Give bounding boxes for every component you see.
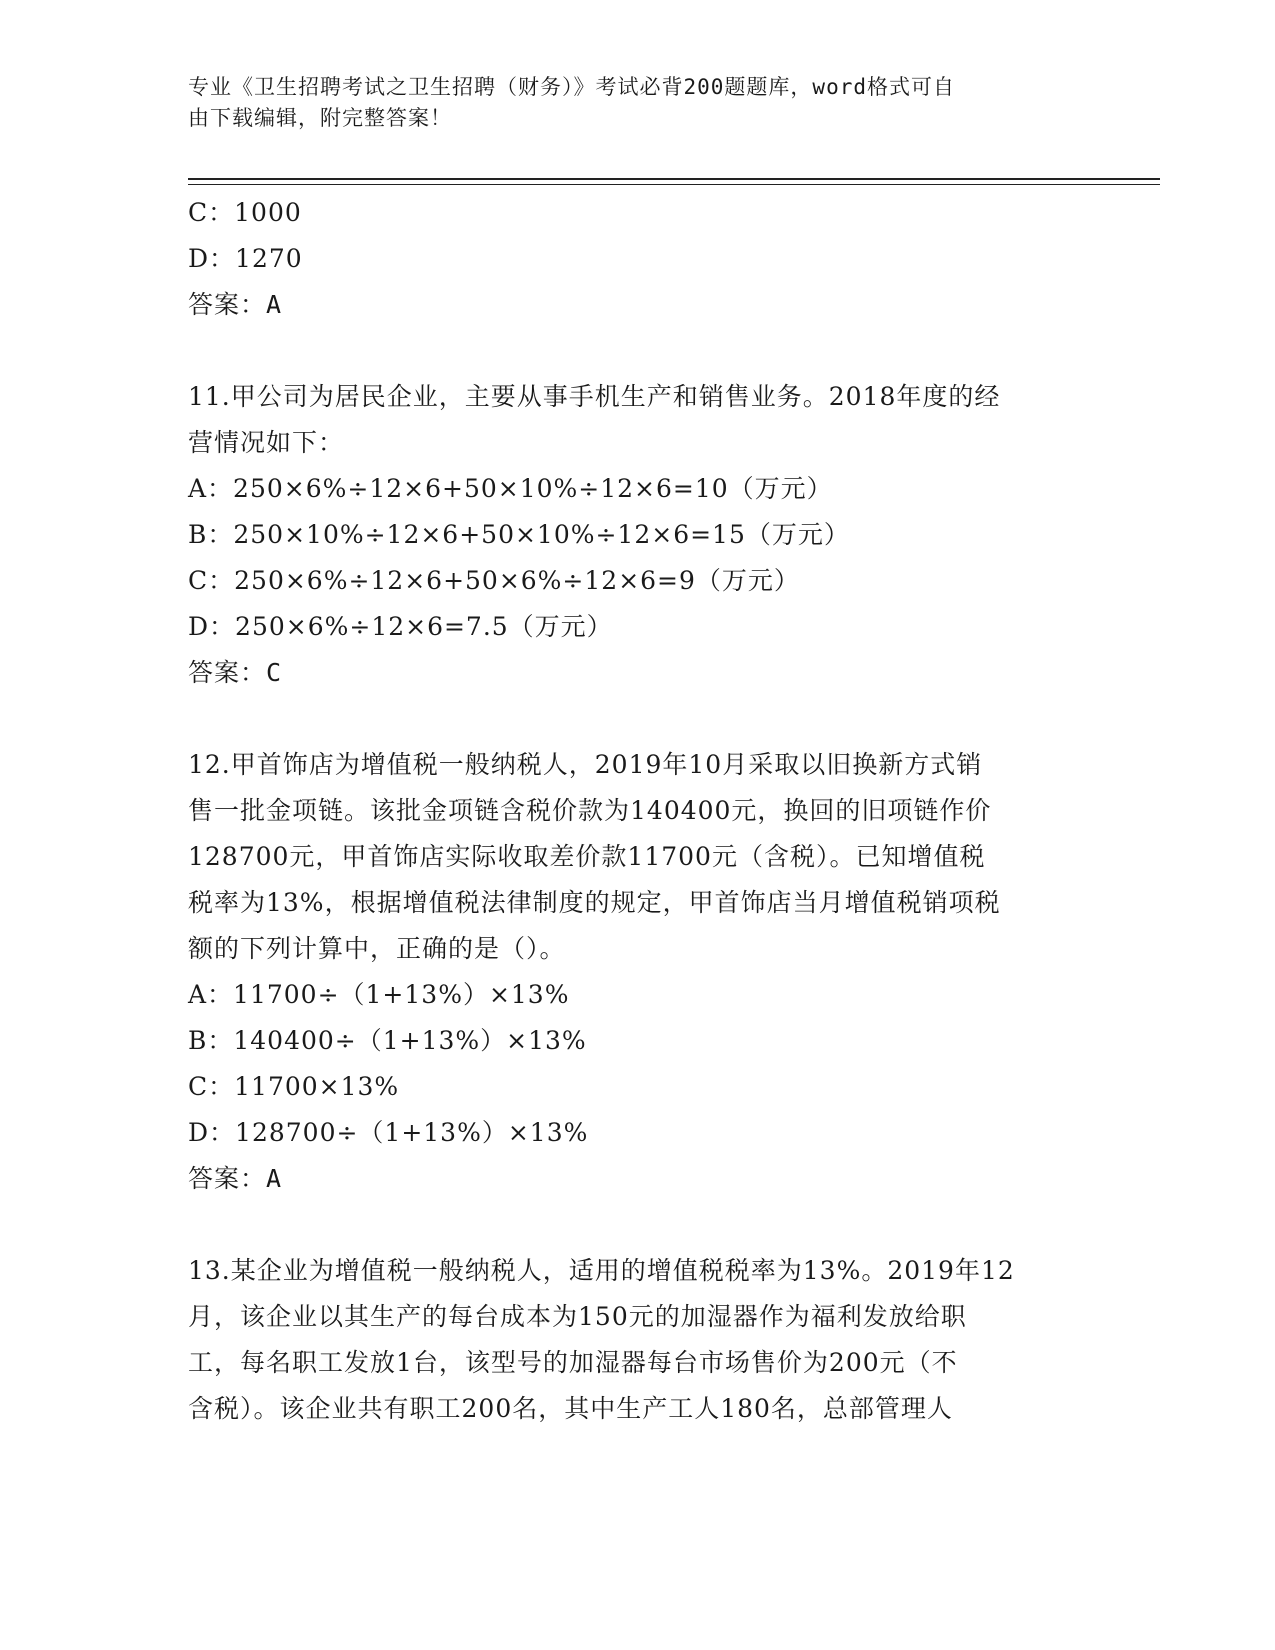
option-c: C：250×6%÷12×6+50×6%÷12×6=9（万元） [188, 566, 800, 595]
header-line-1: 专业《卫生招聘考试之卫生招聘（财务）》考试必背200题题库，word格式可自 [188, 75, 955, 99]
option-b: B：250×10%÷12×6+50×10%÷12×6=15（万元） [188, 520, 850, 549]
spacer [188, 696, 1088, 742]
question-11 [188, 374, 1088, 696]
option-c: C：1000 [188, 198, 302, 227]
answer-label: 答案：C [188, 658, 283, 687]
question-stem: 12.甲首饰店为增值税一般纳税人，2019年10月采取以旧换新方式销 [188, 750, 983, 779]
document-body [188, 190, 1088, 1432]
question-13 [188, 1248, 1088, 1432]
question-stem: 税率为13%，根据增值税法律制度的规定，甲首饰店当月增值税销项税 [188, 888, 1001, 917]
option-d: D：1270 [188, 244, 303, 273]
option-d: D：128700÷（1+13%）×13% [188, 1118, 589, 1147]
option-d: D：250×6%÷12×6=7.5（万元） [188, 612, 613, 641]
spacer [188, 1202, 1088, 1248]
answer-label: 答案：A [188, 290, 283, 319]
question-stem: 工，每名职工发放1台，该型号的加湿器每台市场售价为200元（不 [188, 1348, 958, 1377]
question-stem: 128700元，甲首饰店实际收取差价款11700元（含税）。已知增值税 [188, 842, 986, 871]
option-c: C：11700×13% [188, 1072, 400, 1101]
option-b: B：140400÷（1+13%）×13% [188, 1026, 587, 1055]
question-stem: 营情况如下： [188, 428, 345, 457]
option-a: A：250×6%÷12×6+50×10%÷12×6=10（万元） [188, 474, 833, 503]
header-line-2: 由下载编辑，附完整答案！ [188, 106, 452, 130]
question-stem: 11.甲公司为居民企业，主要从事手机生产和销售业务。2018年度的经 [188, 382, 1001, 411]
answer-label: 答案：A [188, 1164, 283, 1193]
spacer [188, 328, 1088, 374]
question-stem: 月，该企业以其生产的每台成本为150元的加湿器作为福利发放给职 [188, 1302, 967, 1331]
question-stem: 售一批金项链。该批金项链含税价款为140400元，换回的旧项链作价 [188, 796, 992, 825]
option-a: A：11700÷（1+13%）×13% [188, 980, 570, 1009]
question-stem: 额的下列计算中，正确的是（）。 [188, 934, 566, 963]
question-stem: 13.某企业为增值税一般纳税人，适用的增值税税率为13%。2019年12 [188, 1256, 1015, 1285]
header-divider-thick [188, 178, 1160, 180]
question-10-tail [188, 190, 1088, 328]
document-header [188, 72, 1088, 134]
question-stem: 含税）。该企业共有职工200名，其中生产工人180名，总部管理人 [188, 1394, 953, 1423]
question-12 [188, 742, 1088, 1202]
header-divider-thin [188, 184, 1160, 185]
